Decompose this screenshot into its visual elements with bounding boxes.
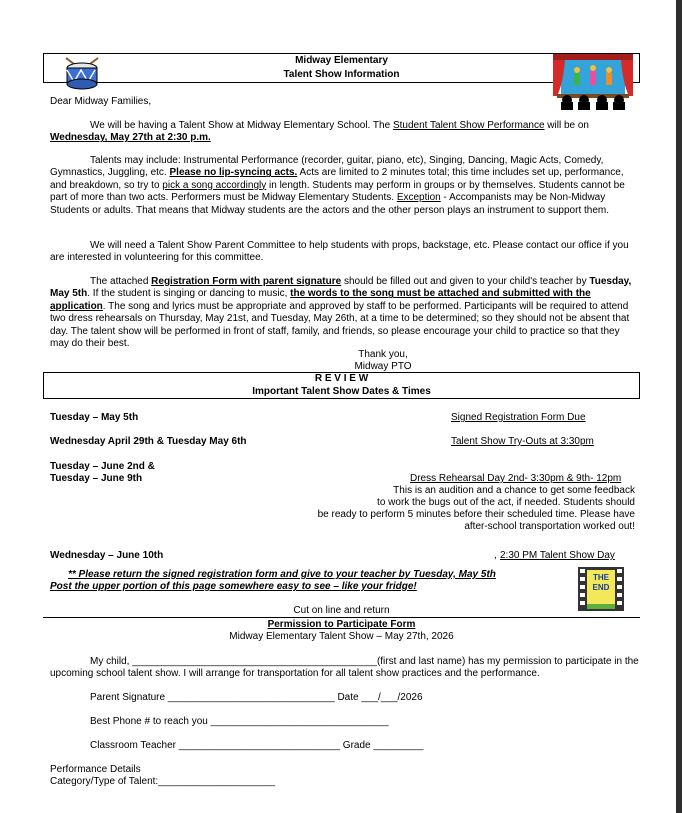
rehearsal-note-2: to work the bugs out of the act, if needed. Students should: [377, 497, 635, 508]
registration-text-2: should be filled out and given to your child's teacher by: [341, 276, 590, 287]
date-rehearsal-1: Tuesday – June 2nd &: [50, 461, 155, 472]
teacher-grade-field[interactable]: Classroom Teacher _____________________________ Grade _________: [90, 740, 424, 751]
parent-signature-field[interactable]: Parent Signature ______________________________ Date ___/___/2026: [90, 692, 423, 703]
category-field[interactable]: Category/Type of Talent:_____________________: [50, 776, 276, 787]
paragraph-intro: [50, 120, 635, 145]
paragraph-talents: [50, 155, 635, 217]
permission-line-2: upcoming school talent show. I will arrange for transportation for all talent show practices and the performance.: [50, 668, 540, 679]
intro-text: We will be having a Talent Show at Midway Elementary School. The: [90, 120, 393, 131]
registration-form-text: Registration Form with parent signature: [151, 276, 342, 287]
phone-field[interactable]: Best Phone # to reach you ________________________________: [90, 716, 389, 727]
the-end-text: THE END: [592, 573, 610, 592]
rehearsal-note-1: This is an audition and a chance to get some feedback: [393, 485, 635, 496]
event-tryouts: Talent Show Try-Outs at 3:30pm: [451, 436, 594, 447]
performance-date: Wednesday, May 27th at 2:30 p.m.: [50, 132, 211, 144]
performance-link-text: Student Talent Show Performance: [392, 120, 545, 131]
intro-text-2: will be on: [544, 120, 589, 131]
committee-text: We will need a Talent Show Parent Committee to help students with props, backstage, etc. Please contact our office if you are interested in volunteering for this committee.: [50, 240, 629, 264]
performance-details-label: Performance Details: [50, 764, 141, 775]
form-subtitle: Midway Elementary Talent Show – May 27th, 2026: [229, 631, 454, 642]
event-comma: ,: [494, 550, 497, 561]
greeting: Dear Midway Families,: [50, 96, 152, 107]
registration-text-3: . If the student is singing or dancing to music,: [87, 288, 291, 300]
paragraph-registration: [50, 276, 635, 350]
rehearsal-note-3: be ready to perform 5 minutes before their scheduled time. Please have: [317, 509, 635, 520]
exception-text: Exception: [396, 192, 441, 204]
talents-text-2: Acts are limited to 2 minutes total; this time includes set up, performance, and breakdown, so try to: [50, 167, 624, 191]
event-rehearsal: Dress Rehearsal Day 2nd- 3:30pm & 9th- 12pm: [410, 473, 622, 484]
registration-text: The attached: [90, 276, 152, 287]
date-show: Wednesday – June 10th: [50, 550, 164, 561]
drum-icon: [62, 54, 102, 92]
event-show: 2:30 PM Talent Show Day: [500, 550, 615, 561]
talents-text-4: - Accompanists may be Non-Midway Students or adults. That means that Midway students are the actors and the other person plays an instrument to support them.: [50, 192, 610, 216]
rehearsal-note-4: after-school transportation worked out!: [464, 521, 635, 532]
due-date: Tuesday, May 5th: [50, 276, 632, 300]
form-title: Permission to Participate Form: [267, 619, 416, 630]
no-lip-sync: Please no lip-syncing acts.: [169, 167, 298, 179]
lyrics-required: the words to the song must be attached and submitted with the application: [50, 288, 591, 312]
notice-return: ** Please return the signed registration form and give to your teacher by Tuesday, May 5th: [68, 569, 496, 580]
page-title: Talent Show Information: [283, 69, 400, 80]
pick-song-text: pick a song accordingly: [162, 179, 267, 191]
cut-line-label: Cut on line and return: [293, 605, 390, 616]
theater-stage-icon: [553, 54, 633, 110]
review-title: R E V I E W: [314, 373, 369, 384]
school-name: Midway Elementary: [295, 55, 388, 66]
cut-line: [43, 617, 640, 618]
paragraph-committee: [50, 240, 635, 265]
viewer-frame-edge: [676, 0, 682, 813]
notice-post: Post the upper portion of this page somewhere easy to see – like your fridge!: [50, 581, 417, 592]
thanks: Thank you,: [358, 349, 408, 360]
date-rehearsal-2: Tuesday – June 9th: [50, 473, 143, 484]
review-subtitle: Important Talent Show Dates & Times: [252, 386, 431, 397]
event-registration: Signed Registration Form Due: [451, 412, 586, 423]
registration-text-4: . The song and lyrics must be appropriate and approved by staff to be performed. Participants will be required to attend two dress rehearsals on Thursday, May 21st, and Tuesday, May 26th, at a time to be determined; so they should not be absent that day. The talent show will be performed in front of staff, family, and friends, so please encourage your child to practice so that they may do their best.: [50, 300, 630, 350]
date-registration: Tuesday – May 5th: [50, 412, 139, 423]
date-tryouts: Wednesday April 29th & Tuesday May 6th: [50, 436, 247, 447]
talents-text: Talents may include: Instrumental Performance (recorder, guitar, piano, etc), Singing, Dancing, Magic Acts, Comedy, Gymnastics, Juggling, etc.: [50, 155, 604, 179]
permission-line-1[interactable]: My child, ____________________________________________(first and last name) has my permission to participate in the: [90, 656, 639, 667]
signature: Midway PTO: [354, 361, 412, 372]
talents-text-3: in length. Students may perform in groups or by themselves. Students cannot be part of more than two acts. Performers must be Midway Elementary Students.: [50, 179, 625, 204]
